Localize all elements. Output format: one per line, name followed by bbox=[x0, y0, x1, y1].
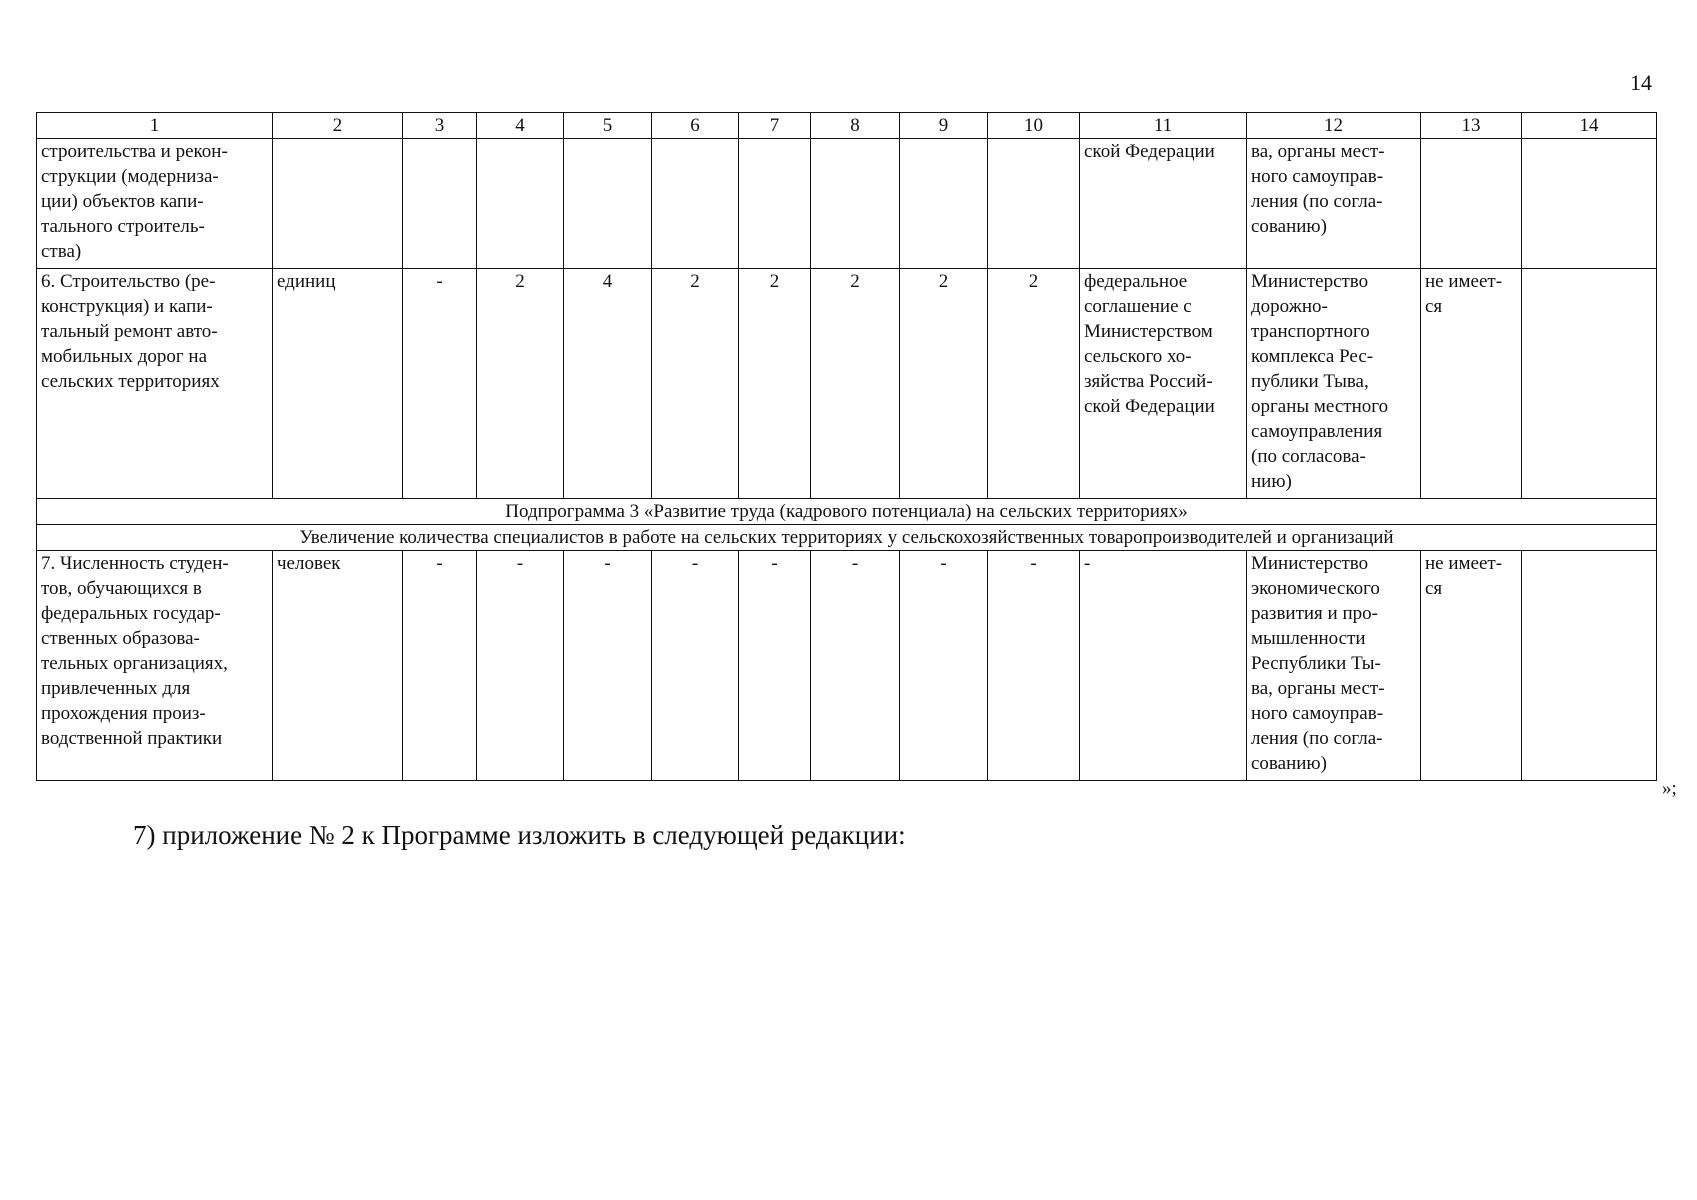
header-cell: 2 bbox=[273, 113, 403, 139]
table-cell: - bbox=[652, 551, 739, 781]
goal-title: Увеличение количества специалистов в работе на сельских территориях у сельскохозяйственных товаропроизводителей и организаций bbox=[37, 525, 1657, 551]
table-cell bbox=[900, 139, 988, 269]
table-cell: 2 bbox=[900, 269, 988, 499]
table-cell: 6. Строительство (ре- конструкция) и капи- тальный ремонт авто- мобильных дорог на сельских территориях bbox=[37, 269, 273, 499]
table-cell: Министерство дорожно- транспортного комплекса Рес- публики Тыва, органы местного самоуправления (по согласова- нию) bbox=[1247, 269, 1421, 499]
table-cell: - bbox=[988, 551, 1080, 781]
table-row bbox=[37, 139, 1657, 269]
header-cell: 4 bbox=[477, 113, 564, 139]
table-cell: - bbox=[564, 551, 652, 781]
table-cell: 2 bbox=[739, 269, 811, 499]
table-cell: 2 bbox=[652, 269, 739, 499]
header-cell: 1 bbox=[37, 113, 273, 139]
table-cell: Министерство экономического развития и про- мышленности Республики Ты- ва, органы мест- ного самоуправ- ления (по согла- сованию) bbox=[1247, 551, 1421, 781]
table-cell: не имеет- ся bbox=[1421, 269, 1522, 499]
table-cell bbox=[403, 139, 477, 269]
table-cell: - bbox=[403, 551, 477, 781]
table-cell bbox=[1522, 139, 1657, 269]
header-cell: 8 bbox=[811, 113, 900, 139]
table-row bbox=[37, 551, 1657, 781]
header-cell: 5 bbox=[564, 113, 652, 139]
header-cell: 10 bbox=[988, 113, 1080, 139]
table-cell bbox=[988, 139, 1080, 269]
table-cell: - bbox=[403, 269, 477, 499]
table-cell: 2 bbox=[811, 269, 900, 499]
subprogram-title: Подпрограмма 3 «Развитие труда (кадрового потенциала) на сельских территориях» bbox=[37, 499, 1657, 525]
table-cell: 2 bbox=[477, 269, 564, 499]
header-cell: 7 bbox=[739, 113, 811, 139]
table-cell: - bbox=[739, 551, 811, 781]
table-cell bbox=[739, 139, 811, 269]
page-number: 14 bbox=[1630, 70, 1652, 95]
table-header-row bbox=[37, 113, 1657, 139]
table-cell: 7. Численность студен- тов, обучающихся в федеральных государ- ственных образова- тельных организациях, привлеченных для прохождения произ- водственной практики bbox=[37, 551, 273, 781]
table-cell bbox=[1522, 551, 1657, 781]
header-cell: 12 bbox=[1247, 113, 1421, 139]
header-cell: 13 bbox=[1421, 113, 1522, 139]
table-cell: - bbox=[1080, 551, 1247, 781]
paragraph-text: 7) приложение № 2 к Программе изложить в следующей редакции: bbox=[133, 820, 906, 850]
table-cell: 4 bbox=[564, 269, 652, 499]
table-cell bbox=[652, 139, 739, 269]
table-cell: строительства и рекон- струкции (модерниза- ции) объектов капи- тального строитель- ства) bbox=[37, 139, 273, 269]
table-cell: единиц bbox=[273, 269, 403, 499]
table-cell: человек bbox=[273, 551, 403, 781]
header-cell: 14 bbox=[1522, 113, 1657, 139]
table-cell: ской Федерации bbox=[1080, 139, 1247, 269]
table-row bbox=[37, 269, 1657, 499]
table-cell bbox=[811, 139, 900, 269]
subprogram-row bbox=[37, 499, 1657, 525]
indicators-table bbox=[36, 112, 1657, 781]
table-cell bbox=[477, 139, 564, 269]
table-cell bbox=[273, 139, 403, 269]
goal-row bbox=[37, 525, 1657, 551]
table-cell: - bbox=[900, 551, 988, 781]
table-cell: 2 bbox=[988, 269, 1080, 499]
table-cell: - bbox=[477, 551, 564, 781]
header-cell: 3 bbox=[403, 113, 477, 139]
table-cell bbox=[564, 139, 652, 269]
table-cell: федеральное соглашение с Министерством сельского хо- зяйства Россий- ской Федерации bbox=[1080, 269, 1247, 499]
table-cell: - bbox=[811, 551, 900, 781]
table-cell: не имеет- ся bbox=[1421, 551, 1522, 781]
table-cell bbox=[1522, 269, 1657, 499]
header-cell: 11 bbox=[1080, 113, 1247, 139]
header-cell: 9 bbox=[900, 113, 988, 139]
table-cell: ва, органы мест- ного самоуправ- ления (по согла- сованию) bbox=[1247, 139, 1421, 269]
closing-quote: »; bbox=[1662, 778, 1677, 799]
header-cell: 6 bbox=[652, 113, 739, 139]
table-cell bbox=[1421, 139, 1522, 269]
